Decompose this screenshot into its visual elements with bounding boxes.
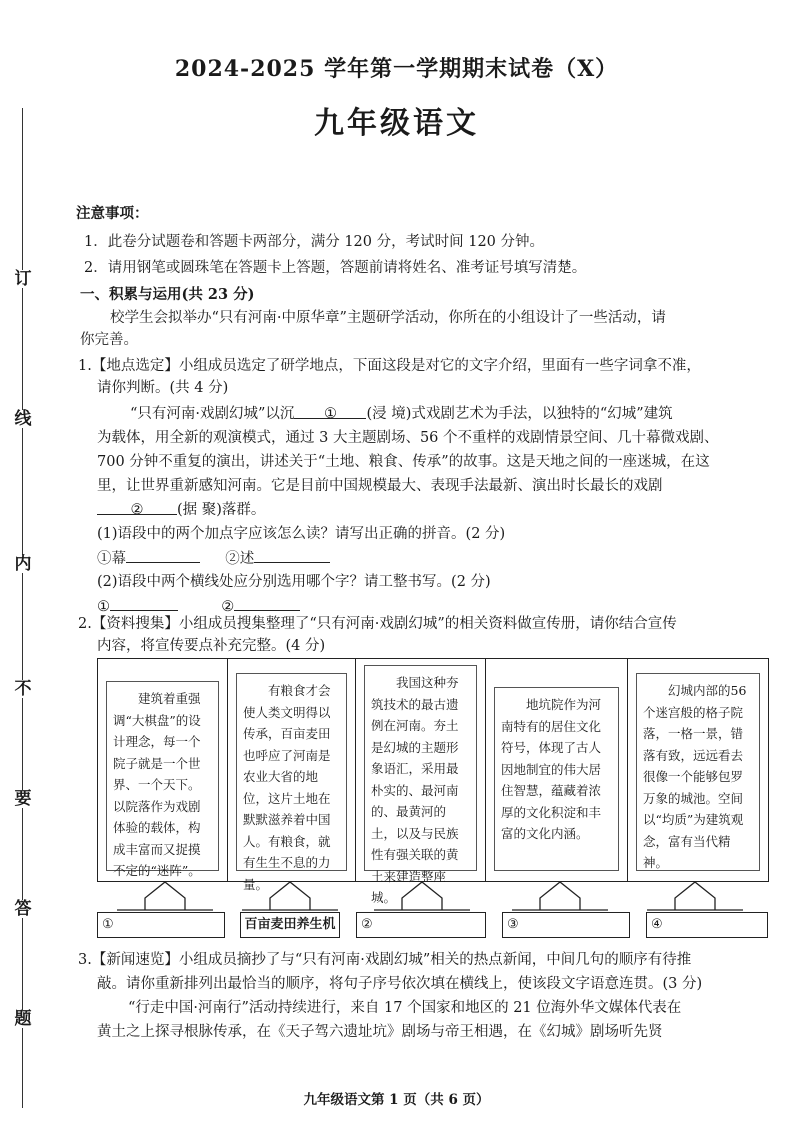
question-2-title: 2.【资料搜集】小组成员搜集整理了“只有河南·戏剧幻城”的相关资料做宣传册，请你结合宣传 <box>78 616 677 632</box>
question-2-title: 内容，将宣传要点补充完整。(4 分) <box>97 638 326 654</box>
margin-label: 要 <box>14 789 32 809</box>
answer-blank[interactable] <box>126 548 200 563</box>
up-arrow-icon <box>115 880 215 912</box>
sub-answer-line: ① ② <box>97 596 300 617</box>
answer-box-1[interactable]: ① <box>97 912 225 938</box>
margin-label: 订 <box>14 269 32 289</box>
blank-2: ② <box>97 500 177 515</box>
blank-1: ① <box>294 404 366 419</box>
answer-box-4[interactable]: ④ <box>646 912 768 938</box>
material-column <box>356 659 486 905</box>
material-cell: 我国这种夯筑技术的最古遗例在河南。夯土是幻城的主题形象语汇，采用最朴实的、最河南的、最黄河的土，以及与民族性有强关联的黄土来建造整座城。 <box>364 665 477 871</box>
section-intro: 你完善。 <box>80 332 138 348</box>
passage-line: 黄土之上探寻根脉传承，在《天子驾六遗址坑》剧场与帝王相遇，在《幻城》剧场听先贤 <box>97 1024 663 1040</box>
material-cell: 幻城内部的56个迷宫般的格子院落，一格一景，错落有致，远远看去很像一个能够包罗万象的城池。空间以“均质”为建筑观念，富有当代精神。 <box>636 673 760 871</box>
margin-label: 线 <box>14 409 32 429</box>
answer-blank[interactable] <box>110 596 178 611</box>
material-column <box>628 659 768 881</box>
binding-line <box>22 108 23 1108</box>
sub-question: (1)语段中的两个加点字应该怎么读？请写出正确的拼音。(2 分) <box>97 526 506 542</box>
passage-line: “行走中国·河南行”活动持续进行，来自 17 个国家和地区的 21 位海外华文媒体代表在 <box>128 1000 682 1016</box>
section-heading: 一、积累与运用(共 23 分) <box>80 286 255 303</box>
section-intro: 校学生会拟举办“只有河南·中原华章”主题研学活动，你所在的小组设计了一些活动，请 <box>110 310 666 326</box>
answer-blank[interactable] <box>234 596 300 611</box>
question-3-title: 敲。请你重新排列出最恰当的顺序，将句子序号依次填在横线上，使该段文字语意连贯。(3 分) <box>97 976 703 992</box>
passage-line: “只有河南·戏剧幻城”以沉 ① (浸 境)式戏剧艺术为手法，以独特的“幻城”建筑 <box>130 406 673 422</box>
material-cell: 地坑院作为河南特有的居住文化符号，体现了古人因地制宜的伟大居住智慧，蕴藏着浓厚的文化积淀和丰富的文化内涵。 <box>494 687 619 871</box>
question-1-title: 请你判断。(共 4 分) <box>97 380 229 396</box>
answer-box-3[interactable]: ③ <box>502 912 630 938</box>
material-column <box>228 659 356 892</box>
passage-line: ② (据 聚)落群。 <box>97 500 265 520</box>
material-column <box>486 659 628 881</box>
notes-item: 1．此卷分试题卷和答题卡两部分，满分 120 分，考试时间 120 分钟。 <box>84 234 545 250</box>
margin-label: 答 <box>14 899 32 919</box>
material-column <box>98 659 228 881</box>
up-arrow-icon <box>645 880 745 912</box>
margin-label: 题 <box>14 1009 32 1029</box>
up-arrow-icon <box>240 880 340 912</box>
answer-blank[interactable] <box>254 548 330 563</box>
exam-title: 2024-2025 学年第一学期期末试卷（X） <box>174 56 619 82</box>
material-cell: 建筑着重强调“大棋盘”的设计理念，每一个院子就是一个世界、一个天下。以院落作为戏剧体验的载体，构成丰富而又捉摸不定的“迷阵”。 <box>106 681 219 871</box>
margin-label: 内 <box>14 554 32 574</box>
material-cell: 有粮食才会使人类文明得以传承，百亩麦田也呼应了河南是农业大省的地位，这片土地在默默滋养着中国人。有粮食，就有生生不息的力量。 <box>236 673 347 871</box>
answer-box-2[interactable]: ② <box>356 912 486 938</box>
passage-line: 里，让世界重新感知河南。它是目前中国规模最大、表现手法最新、演出时长最长的戏剧 <box>97 478 663 494</box>
margin-label: 不 <box>14 679 32 699</box>
sub-question: (2)语段中两个横线处应分别选用哪个字？请工整书写。(2 分) <box>97 574 491 590</box>
up-arrow-icon <box>372 880 472 912</box>
sub-answer-line: ①幕 ②述 <box>97 548 330 569</box>
question-3-title: 3.【新闻速览】小组成员摘抄了与“只有河南·戏剧幻城”相关的热点新闻，中间几句的顺序有待推 <box>78 952 692 968</box>
notes-item: 2．请用钢笔或圆珠笔在答题卡上答题，答题前请将姓名、准考证号填写清楚。 <box>84 260 587 276</box>
page-footer: 九年级语文第 1 页（共 6 页） <box>303 1092 490 1108</box>
material-table <box>97 658 769 905</box>
given-answer-box: 百亩麦田养生机 <box>240 912 340 938</box>
notes-heading: 注意事项： <box>76 205 149 222</box>
up-arrow-icon <box>510 880 610 912</box>
question-1-title: 1.【地点选定】小组成员选定了研学地点，下面这段是对它的文字介绍，里面有一些字词拿不准， <box>78 358 701 374</box>
passage-line: 700 分钟不重复的演出，讲述关于“土地、粮食、传承”的故事。这是天地之间的一座迷城，在这 <box>97 454 710 470</box>
exam-subject: 九年级语文 <box>314 106 479 141</box>
passage-line: 为载体，用全新的观演模式，通过 3 大主题剧场、56 个不重样的戏剧情景空间、几十幕微戏剧、 <box>97 430 719 446</box>
